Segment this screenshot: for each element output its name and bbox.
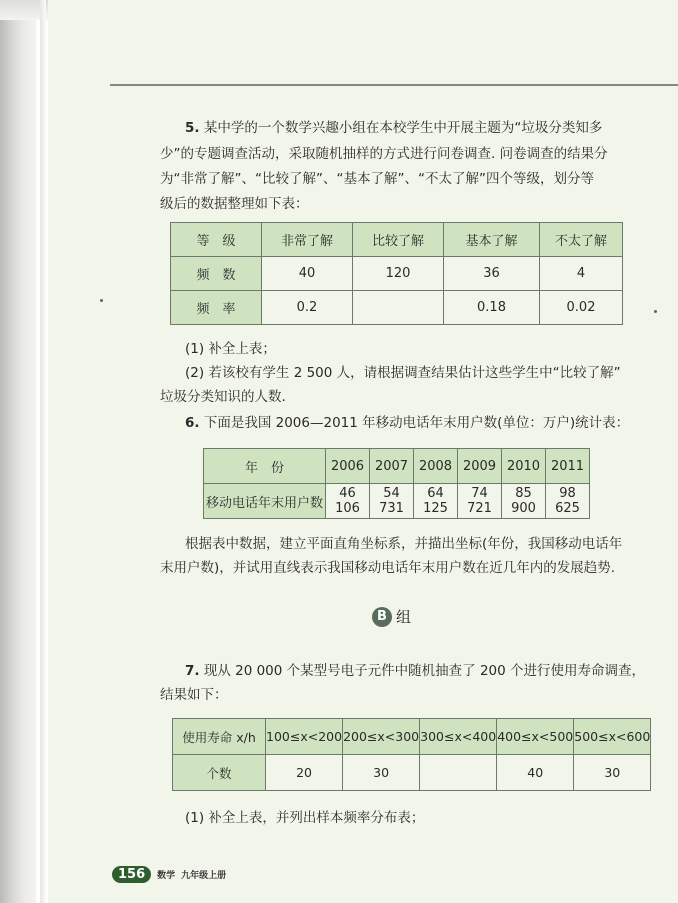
table-header-cell: 2006 xyxy=(326,449,370,484)
table-cell: 120 xyxy=(353,257,444,291)
table-header-cell: 2010 xyxy=(502,449,546,484)
speck xyxy=(100,299,103,302)
table-header-cell: 100≤x<200 xyxy=(266,719,343,755)
table-cell xyxy=(420,755,497,791)
table-cell: 64 125 xyxy=(414,484,458,519)
table-header-cell: 2007 xyxy=(370,449,414,484)
speck xyxy=(654,310,657,313)
table-header-cell: 比较了解 xyxy=(353,223,444,257)
table-header-row xyxy=(173,719,651,755)
table-header-cell: 200≤x<300 xyxy=(343,719,420,755)
q7-table xyxy=(172,718,651,791)
table-row xyxy=(204,484,590,519)
page-edge xyxy=(40,0,46,903)
table-header-cell: 300≤x<400 xyxy=(420,719,497,755)
table-header-cell: 2008 xyxy=(414,449,458,484)
q7-number: 7. xyxy=(185,663,200,679)
table-row xyxy=(173,755,651,791)
table-cell: 46 106 xyxy=(326,484,370,519)
table-cell: 98 625 xyxy=(546,484,590,519)
table-header-cell: 400≤x<500 xyxy=(497,719,574,755)
q7-sub-1: (1) 补全上表，并列出样本频率分布表； xyxy=(185,810,425,826)
table-header-cell: 年 份 xyxy=(204,449,326,484)
table-header-cell: 不太了解 xyxy=(540,223,623,257)
q6-number: 6. xyxy=(185,415,200,431)
table-cell: 40 xyxy=(262,257,353,291)
q6-after-2: 末用户数)，并试用直线表示我国移动电话年末用户数在近几年内的发展趋势. xyxy=(160,560,616,576)
group-label: 组 xyxy=(396,608,412,626)
table-cell xyxy=(353,291,444,325)
table-header-cell: 非常了解 xyxy=(262,223,353,257)
table-cell: 0.02 xyxy=(540,291,623,325)
table-header-cell: 基本了解 xyxy=(444,223,540,257)
table-cell: 个数 xyxy=(173,755,266,791)
q5-line-4: 级后的数据整理如下表： xyxy=(160,196,309,212)
q7-line-1 xyxy=(185,660,645,682)
header-rule xyxy=(110,84,678,86)
q5-table xyxy=(170,222,623,325)
book-grade: 九年级上册 xyxy=(181,871,227,881)
q5-text-1: 某中学的一个数学兴趣小组在本校学生中开展主题为“垃圾分类知多 xyxy=(203,120,603,136)
table-cell: 移动电话年末用户数 xyxy=(204,484,326,519)
q5-line-3: 为“非常了解”、“比较了解”、“基本了解”、“不太了解”四个等级，划分等 xyxy=(160,171,594,187)
table-cell: 54 731 xyxy=(370,484,414,519)
table-header-cell: 使用寿命 x/h xyxy=(173,719,266,755)
table-header-cell: 500≤x<600 xyxy=(574,719,651,755)
table-row xyxy=(171,257,623,291)
q7-line-2: 结果如下： xyxy=(160,687,228,703)
table-cell: 74 721 xyxy=(458,484,502,519)
table-header-row xyxy=(171,223,623,257)
table-cell: 4 xyxy=(540,257,623,291)
table-header-cell: 2011 xyxy=(546,449,590,484)
table-cell: 40 xyxy=(497,755,574,791)
table-header-cell: 2009 xyxy=(458,449,502,484)
table-cell: 30 xyxy=(343,755,420,791)
q5-line-2: 少”的专题调查活动，采取随机抽样的方式进行问卷调查. 问卷调查的结果分 xyxy=(160,146,608,162)
table-header-cell: 等 级 xyxy=(171,223,262,257)
table-cell: 频 数 xyxy=(171,257,262,291)
q6-table xyxy=(203,448,590,519)
book-title: 数学 xyxy=(157,871,176,881)
table-cell: 30 xyxy=(574,755,651,791)
table-cell: 0.18 xyxy=(444,291,540,325)
table-header-row xyxy=(204,449,590,484)
q5-sub-2-line-1: (2) 若该校有学生 2 500 人，请根据调查结果估计这些学生中“比较了解” xyxy=(185,365,621,381)
q6-line xyxy=(185,412,629,434)
table-cell: 0.2 xyxy=(262,291,353,325)
q6-after-1: 根据表中数据，建立平面直角坐标系，并描出坐标(年份，我国移动电话年 xyxy=(185,536,623,552)
table-cell: 36 xyxy=(444,257,540,291)
q7-text-1: 现从 20 000 个某型号电子元件中随机抽查了 200 个进行使用寿命调查， xyxy=(203,663,645,679)
table-cell: 20 xyxy=(266,755,343,791)
table-row xyxy=(171,291,623,325)
q5-sub-2-line-2: 垃圾分类知识的人数. xyxy=(160,389,286,405)
q5-line-1 xyxy=(185,117,602,139)
page-shadow xyxy=(0,0,36,903)
q6-text: 下面是我国 2006—2011 年移动电话年末用户数(单位：万户)统计表： xyxy=(203,415,630,431)
page-number: 156 xyxy=(112,866,151,883)
table-cell: 85 900 xyxy=(502,484,546,519)
group-letter-badge: B xyxy=(372,607,392,627)
q5-sub-1: (1) 补全上表； xyxy=(185,341,276,357)
page-footer xyxy=(112,866,232,883)
group-heading xyxy=(372,606,411,627)
table-cell: 频 率 xyxy=(171,291,262,325)
q5-number: 5. xyxy=(185,120,200,136)
